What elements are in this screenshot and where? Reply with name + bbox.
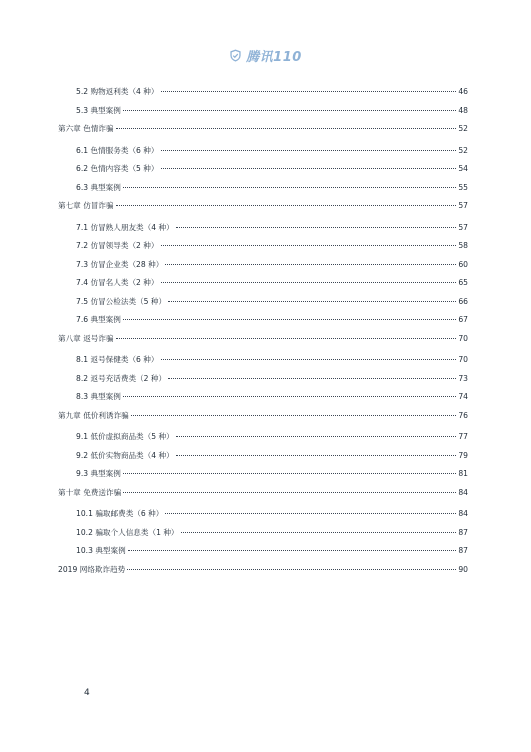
toc-chapter-entry[interactable] [58, 123, 468, 142]
toc-section-entry[interactable] [58, 222, 468, 241]
toc-section-entry[interactable] [58, 163, 468, 182]
toc-chapter-entry[interactable] [58, 564, 468, 583]
dot-leader [123, 319, 456, 320]
toc-entry-label: 2019 网络欺诈趋势 [58, 564, 126, 574]
dot-leader [161, 150, 457, 151]
toc-entry-page: 84 [458, 509, 468, 518]
toc-section-entry[interactable] [58, 431, 468, 450]
toc-entry-page: 65 [458, 278, 468, 287]
dot-leader [116, 338, 457, 339]
toc-entry-page: 57 [458, 201, 468, 210]
toc-section-entry[interactable] [58, 277, 468, 296]
toc-entry-page: 87 [458, 527, 468, 537]
toc-entry-label: 7.4 仿冒名人类（2 种） [76, 278, 159, 287]
toc-section-entry[interactable] [58, 296, 468, 315]
toc-section-entry[interactable] [58, 259, 468, 278]
toc-entry-label: 6.2 色情内容类（5 种） [76, 164, 159, 173]
toc-entry-label: 7.5 仿冒公检法类（5 种） [76, 296, 167, 306]
toc-section-entry[interactable] [58, 182, 468, 201]
toc-entry-page: 57 [458, 222, 468, 232]
toc-entry-page: 52 [458, 145, 468, 155]
toc-entry-page: 66 [458, 296, 468, 306]
toc-chapter-entry[interactable] [58, 487, 468, 506]
dot-leader [128, 550, 457, 551]
toc-entry-page: 58 [458, 241, 468, 250]
toc-entry-label: 第十章 免费送诈骗 [58, 487, 122, 497]
toc-chapter-entry[interactable] [58, 410, 468, 429]
dot-leader [123, 110, 456, 111]
toc-entry-label: 9.2 低价实物商品类（4 种） [76, 450, 174, 460]
toc-entry-page: 67 [458, 315, 468, 324]
dot-leader [165, 513, 456, 514]
toc-entry-page: 74 [458, 392, 468, 401]
dot-leader [127, 569, 456, 570]
dot-leader [168, 301, 456, 302]
toc-entry-label: 5.2 购物返利类（4 种） [76, 87, 159, 96]
toc-entry-page: 84 [458, 487, 468, 497]
toc-entry-label: 5.3 典型案例 [76, 105, 121, 115]
dot-leader [123, 473, 456, 474]
logo-text: 腾讯110 [246, 50, 302, 65]
toc-entry-page: 55 [458, 182, 468, 192]
dot-leader [116, 128, 457, 129]
toc-entry-label: 7.3 仿冒企业类（28 种） [76, 259, 164, 269]
toc-entry-page: 52 [458, 124, 468, 133]
toc-entry-label: 8.2 返号充话费类（2 种） [76, 373, 167, 383]
toc-entry-label: 第七章 仿冒诈骗 [58, 201, 114, 210]
toc-section-entry[interactable] [58, 314, 468, 333]
toc-entry-label: 8.3 典型案例 [76, 392, 121, 401]
toc-entry-label: 第六章 色情诈骗 [58, 124, 114, 133]
dot-leader [161, 245, 457, 246]
toc-section-entry[interactable] [58, 145, 468, 164]
dot-leader [176, 455, 457, 456]
dot-leader [181, 532, 457, 533]
dot-leader [176, 436, 457, 437]
toc-section-entry[interactable] [58, 373, 468, 392]
toc-section-entry[interactable] [58, 105, 468, 124]
toc-entry-page: 73 [458, 373, 468, 383]
dot-leader [168, 378, 456, 379]
toc-entry-page: 76 [458, 410, 468, 420]
toc-entry-page: 90 [458, 564, 468, 574]
toc-entry-label: 第八章 返号诈骗 [58, 333, 114, 343]
dot-leader [165, 264, 456, 265]
toc-section-entry[interactable] [58, 450, 468, 469]
toc-chapter-entry[interactable] [58, 333, 468, 352]
toc-entry-page: 70 [458, 355, 468, 364]
page-number: 4 [84, 688, 90, 698]
toc-entry-label: 7.6 典型案例 [76, 315, 121, 324]
toc-entry-label: 9.1 低价虚拟商品类（5 种） [76, 432, 174, 441]
dot-leader [123, 492, 456, 493]
toc-entry-label: 6.3 典型案例 [76, 182, 121, 192]
toc-entry-page: 79 [458, 450, 468, 460]
toc-entry-page: 87 [458, 546, 468, 555]
toc-entry-label: 8.1 返号保健类（6 种） [76, 355, 159, 364]
toc-entry-label: 10.1 骗取邮费类（6 种） [76, 509, 164, 518]
toc-entry-label: 10.3 典型案例 [76, 546, 126, 555]
dot-leader [123, 187, 456, 188]
toc-entry-label: 6.1 色情服务类（6 种） [76, 145, 159, 155]
dot-leader [176, 227, 457, 228]
dot-leader [161, 168, 457, 169]
toc-entry-page: 70 [458, 333, 468, 343]
dot-leader [161, 359, 457, 360]
toc-section-entry[interactable] [58, 527, 468, 546]
toc-chapter-entry[interactable] [58, 200, 468, 219]
toc-entry-label: 10.2 骗取个人信息类（1 种） [76, 527, 179, 537]
toc-section-entry[interactable] [58, 468, 468, 487]
header-logo [0, 46, 531, 65]
toc-entry-label: 9.3 典型案例 [76, 469, 121, 478]
toc-entry-label: 7.1 仿冒熟人朋友类（4 种） [76, 222, 174, 232]
dot-leader [161, 91, 457, 92]
toc-section-entry[interactable] [58, 354, 468, 373]
table-of-contents [58, 86, 468, 582]
toc-section-entry[interactable] [58, 86, 468, 105]
dot-leader [116, 205, 457, 206]
toc-entry-page: 81 [458, 469, 468, 478]
toc-entry-page: 60 [458, 259, 468, 269]
dot-leader [131, 415, 457, 416]
toc-entry-page: 48 [458, 105, 468, 115]
shield-icon [229, 49, 242, 62]
toc-entry-page: 46 [458, 87, 468, 96]
toc-section-entry[interactable] [58, 545, 468, 564]
dot-leader [123, 396, 456, 397]
toc-entry-page: 54 [458, 164, 468, 173]
toc-section-entry[interactable] [58, 240, 468, 259]
toc-entry-page: 77 [458, 432, 468, 441]
toc-section-entry[interactable] [58, 508, 468, 527]
toc-entry-label: 第九章 低价利诱诈骗 [58, 410, 129, 420]
dot-leader [161, 282, 457, 283]
toc-entry-label: 7.2 仿冒领导类（2 种） [76, 241, 159, 250]
toc-section-entry[interactable] [58, 391, 468, 410]
